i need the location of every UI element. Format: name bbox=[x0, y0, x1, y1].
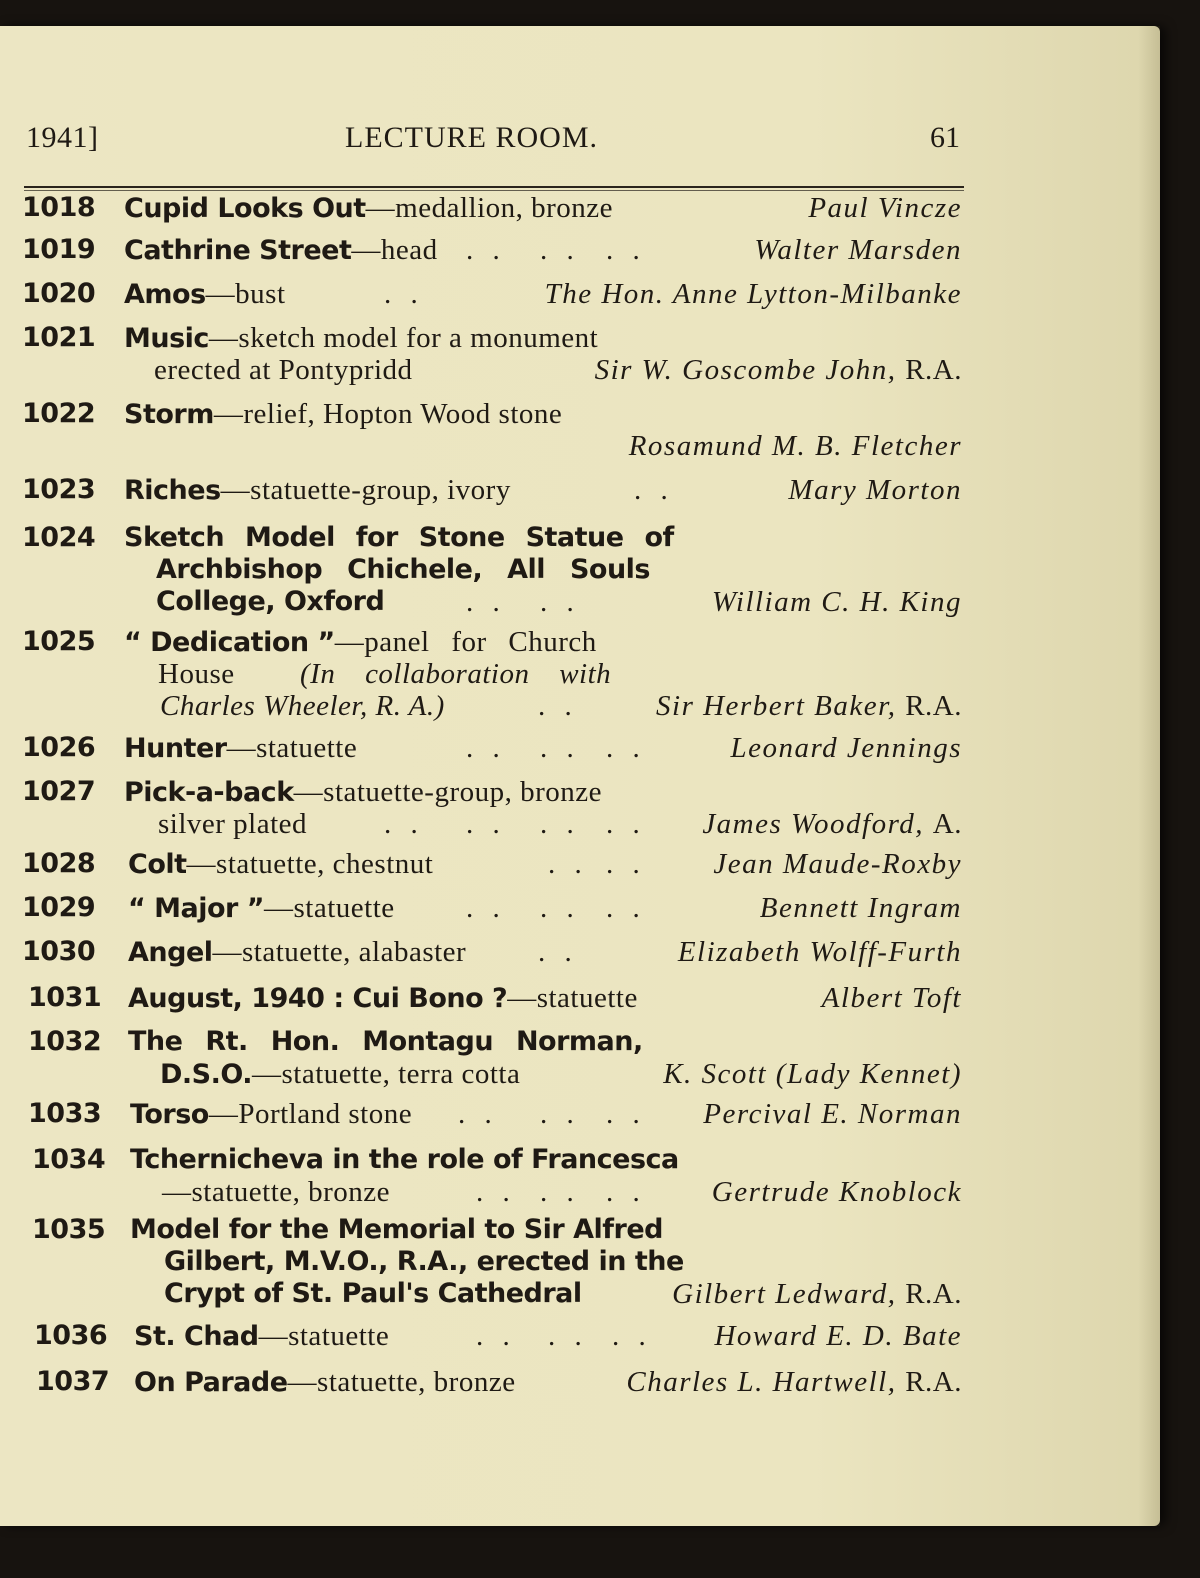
entry-description: —statuette, bronze bbox=[162, 1176, 391, 1208]
entry-description-cont: House bbox=[158, 658, 235, 690]
collaboration-note-cont: Charles Wheeler, R. A.) bbox=[160, 690, 445, 722]
title-text: “ Dedication ” bbox=[124, 627, 335, 658]
entry-title bbox=[124, 398, 562, 431]
artist-name: William C. H. King bbox=[711, 586, 962, 618]
dot-leader: . . bbox=[540, 1176, 580, 1208]
catalogue-entry bbox=[0, 234, 1000, 266]
entry-title bbox=[124, 234, 438, 267]
title-text: Riches bbox=[124, 475, 221, 506]
entry-title bbox=[128, 848, 433, 881]
title-text: Amos bbox=[124, 279, 206, 310]
entry-description: —panel for Church bbox=[334, 626, 597, 658]
title-text: Cupid Looks Out bbox=[124, 193, 366, 224]
title-text: Pick-a-back bbox=[124, 777, 294, 808]
entry-description: —statuette, alabaster bbox=[212, 936, 467, 968]
entry-description: —bust bbox=[205, 278, 286, 310]
catalogue-entry bbox=[0, 1320, 1000, 1352]
dot-leader: . . bbox=[538, 936, 578, 968]
catalogue-entry bbox=[0, 776, 1000, 840]
artist-text: Gilbert Ledward, bbox=[672, 1278, 897, 1310]
entry-number: 1030 bbox=[22, 936, 96, 967]
artist-text: James Woodford, bbox=[702, 808, 925, 840]
entry-title bbox=[124, 322, 598, 355]
header-title: LECTURE ROOM. bbox=[345, 121, 598, 154]
artist-name: Jean Maude-Roxby bbox=[713, 848, 962, 880]
entry-number: 1021 bbox=[22, 322, 96, 353]
artist-text: Sir Herbert Baker, bbox=[656, 690, 897, 722]
entry-title-cont bbox=[160, 1058, 520, 1091]
entry-number: 1025 bbox=[22, 626, 96, 657]
running-header bbox=[0, 121, 1160, 161]
artist-name: Leonard Jennings bbox=[730, 732, 962, 764]
artist-name: Mary Morton bbox=[788, 474, 962, 506]
dot-leader: . . bbox=[538, 690, 578, 722]
dot-leader: . . bbox=[540, 892, 580, 924]
dot-leader: . . bbox=[606, 1098, 646, 1130]
artist-name bbox=[595, 354, 962, 387]
entry-number: 1035 bbox=[32, 1214, 106, 1245]
entry-title bbox=[124, 278, 286, 311]
entry-description: —statuette, terra cotta bbox=[252, 1058, 521, 1090]
dot-leader: . . bbox=[540, 586, 580, 618]
artist-honour: R.A. bbox=[905, 1278, 962, 1310]
dot-leader: . . bbox=[606, 892, 646, 924]
entry-description: —statuette bbox=[226, 732, 358, 764]
dot-leader: . . bbox=[540, 1098, 580, 1130]
entry-description: —statuette-group, bronze bbox=[293, 776, 602, 808]
entry-title bbox=[128, 982, 638, 1015]
page-edge-shadow bbox=[1138, 26, 1160, 1526]
artist-name: Bennett Ingram bbox=[759, 892, 962, 924]
artist-name: K. Scott (Lady Kennet) bbox=[663, 1058, 962, 1090]
catalogue-entry bbox=[0, 1144, 1000, 1208]
title-text: St. Chad bbox=[134, 1321, 259, 1352]
dot-leader: . . bbox=[606, 732, 646, 764]
artist-honour: R.A. bbox=[905, 690, 962, 722]
entry-title bbox=[130, 1098, 412, 1131]
catalogue-entry bbox=[0, 322, 1000, 386]
title-text: Storm bbox=[124, 399, 214, 430]
entry-title bbox=[124, 192, 613, 225]
artist-name bbox=[626, 1366, 962, 1399]
dot-leader: . . bbox=[540, 234, 580, 266]
header-rule bbox=[24, 186, 964, 188]
title-text: Hunter bbox=[124, 733, 227, 764]
entry-description-cont: erected at Pontypridd bbox=[154, 354, 413, 386]
catalogue-entry bbox=[0, 474, 1000, 506]
dot-leader: . . bbox=[606, 808, 646, 840]
entry-number: 1027 bbox=[22, 776, 96, 807]
title-text: Cathrine Street bbox=[124, 235, 352, 266]
catalogue-entry bbox=[0, 1214, 1000, 1310]
entry-title: The Rt. Hon. Montagu Norman, bbox=[128, 1026, 643, 1057]
entry-description: —Portland stone bbox=[208, 1098, 413, 1130]
entry-title-cont: Crypt of St. Paul's Cathedral bbox=[164, 1278, 582, 1309]
dot-leader: . . bbox=[606, 1176, 646, 1208]
dot-leader: . . bbox=[466, 586, 506, 618]
entry-title: Sketch Model for Stone Statue of bbox=[124, 522, 674, 553]
artist-name bbox=[656, 690, 962, 723]
title-text: “ Major ” bbox=[128, 893, 264, 924]
artist-name: Rosamund M. B. Fletcher bbox=[628, 430, 962, 462]
title-text: August, 1940 : Cui Bono ? bbox=[128, 983, 508, 1014]
entry-description: —statuette, chestnut bbox=[186, 848, 434, 880]
dot-leader: . . bbox=[548, 1320, 588, 1352]
header-rule-thin bbox=[24, 190, 964, 191]
dot-leader: . . bbox=[466, 892, 506, 924]
artist-text: Sir W. Goscombe John, bbox=[594, 354, 897, 386]
entry-description: —relief, Hopton Wood stone bbox=[213, 398, 563, 430]
title-text: On Parade bbox=[134, 1367, 288, 1398]
entry-number: 1029 bbox=[22, 892, 96, 923]
dot-leader: . . bbox=[612, 1320, 652, 1352]
dot-leader: . . bbox=[458, 1098, 498, 1130]
entry-number: 1019 bbox=[22, 234, 96, 265]
artist-name: Walter Marsden bbox=[754, 234, 962, 266]
entry-description: —statuette bbox=[264, 892, 395, 924]
artist-name: Gertrude Knoblock bbox=[711, 1176, 962, 1208]
page-number: 61 bbox=[930, 121, 960, 154]
catalogue-entry bbox=[0, 982, 1000, 1014]
entry-title bbox=[128, 936, 466, 969]
entry-description: —statuette bbox=[507, 982, 638, 1014]
entry-number: 1028 bbox=[22, 848, 96, 879]
catalogue-entry bbox=[0, 892, 1000, 924]
entry-number: 1031 bbox=[28, 982, 102, 1013]
artist-text: Charles L. Hartwell, bbox=[626, 1366, 897, 1398]
title-text: Music bbox=[124, 323, 209, 354]
catalogue-entry bbox=[0, 626, 1000, 722]
entry-description: —head bbox=[351, 234, 438, 266]
catalogue-entry bbox=[0, 278, 1000, 310]
entry-title bbox=[124, 776, 602, 809]
dot-leader: . . bbox=[634, 474, 674, 506]
dot-leader: . . bbox=[548, 848, 588, 880]
entry-title bbox=[124, 626, 597, 659]
catalogue-entry bbox=[0, 1098, 1000, 1130]
artist-name: Albert Toft bbox=[821, 982, 962, 1014]
artist-name bbox=[702, 808, 962, 841]
entry-title-cont: College, Oxford bbox=[156, 586, 385, 617]
entry-description: —statuette-group, ivory bbox=[220, 474, 511, 506]
entry-title-cont: Gilbert, M.V.O., R.A., erected in the bbox=[164, 1246, 684, 1277]
entry-title bbox=[134, 1320, 389, 1353]
entry-title: Model for the Memorial to Sir Alfred bbox=[130, 1214, 663, 1245]
dot-leader: . . bbox=[540, 808, 580, 840]
entry-number: 1032 bbox=[28, 1026, 102, 1057]
entry-description-cont: silver plated bbox=[158, 808, 308, 840]
catalogue-entry bbox=[0, 1026, 1000, 1090]
title-text: D.S.O. bbox=[160, 1059, 252, 1090]
entry-number: 1037 bbox=[36, 1366, 110, 1397]
collaboration-note: (In collaboration with bbox=[300, 658, 612, 690]
entry-number: 1024 bbox=[22, 522, 96, 553]
artist-honour: R.A. bbox=[905, 354, 962, 386]
artist-name: Howard E. D. Bate bbox=[714, 1320, 962, 1352]
entry-description: —sketch model for a monument bbox=[208, 322, 599, 354]
dot-leader: . . bbox=[466, 808, 506, 840]
artist-name: The Hon. Anne Lytton-Milbanke bbox=[544, 278, 962, 310]
artist-honour: R.A. bbox=[905, 1366, 962, 1398]
dot-leader: . . bbox=[384, 808, 424, 840]
entry-description: —statuette bbox=[258, 1320, 390, 1352]
title-text: Angel bbox=[128, 937, 213, 968]
dot-leader: . . bbox=[476, 1176, 516, 1208]
entry-number: 1018 bbox=[22, 192, 96, 223]
entry-number: 1034 bbox=[32, 1144, 106, 1175]
artist-name bbox=[672, 1278, 962, 1311]
catalogue-page bbox=[0, 26, 1160, 1526]
entry-description: —medallion, bronze bbox=[365, 192, 614, 224]
catalogue-entry bbox=[0, 848, 1000, 880]
catalogue-entry bbox=[0, 732, 1000, 764]
title-text: Colt bbox=[128, 849, 187, 880]
dot-leader: . . bbox=[384, 278, 424, 310]
catalogue-entry bbox=[0, 1366, 1000, 1398]
dot-leader: . . bbox=[540, 732, 580, 764]
dot-leader: . . bbox=[466, 234, 506, 266]
entry-number: 1036 bbox=[34, 1320, 108, 1351]
entry-title bbox=[124, 474, 511, 507]
artist-name: Percival E. Norman bbox=[703, 1098, 962, 1130]
entry-title-cont: Archbishop Chichele, All Souls bbox=[156, 554, 650, 585]
catalogue-entry bbox=[0, 192, 1000, 224]
entry-title: Tchernicheva in the role of Francesca bbox=[130, 1144, 679, 1175]
artist-honour: A. bbox=[932, 808, 962, 840]
dot-leader: . . bbox=[466, 732, 506, 764]
entry-number: 1022 bbox=[22, 398, 96, 429]
dot-leader: . . bbox=[476, 1320, 516, 1352]
entry-number: 1033 bbox=[28, 1098, 102, 1129]
dot-leader: . . bbox=[606, 234, 646, 266]
entry-title bbox=[128, 892, 395, 925]
artist-name: Paul Vincze bbox=[808, 192, 962, 224]
header-year: 1941] bbox=[26, 121, 99, 154]
entry-number: 1020 bbox=[22, 278, 96, 309]
entry-title bbox=[124, 732, 357, 765]
entry-title bbox=[134, 1366, 516, 1399]
catalogue-entry bbox=[0, 522, 1000, 618]
catalogue-entry bbox=[0, 398, 1000, 462]
entry-description: —statuette, bronze bbox=[287, 1366, 516, 1398]
catalogue-entry bbox=[0, 936, 1000, 968]
artist-name: Elizabeth Wolff-Furth bbox=[677, 936, 962, 968]
title-text: Torso bbox=[130, 1099, 209, 1130]
entry-number: 1023 bbox=[22, 474, 96, 505]
dot-leader: . . bbox=[606, 848, 646, 880]
entry-number: 1026 bbox=[22, 732, 96, 763]
